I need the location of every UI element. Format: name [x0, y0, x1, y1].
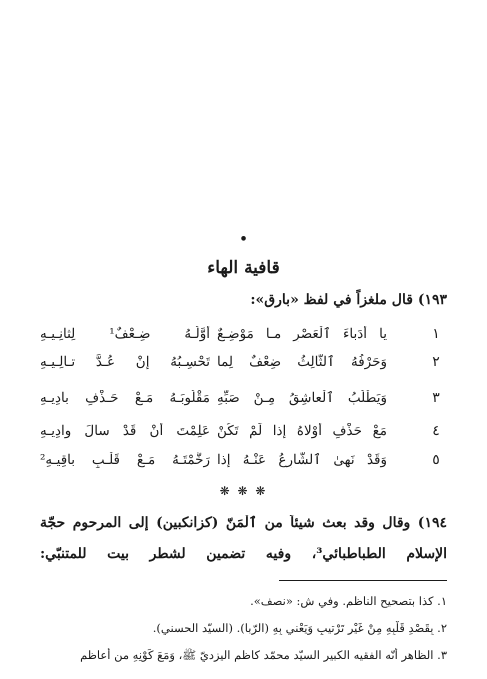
- footnote: ٣. الظاهر أنّه الفقيه الكبير السيّد محمّد كاظم اليزديّ ﷺ، وَمَعَ كَوْنِهِ من أعاظم: [80, 648, 447, 662]
- section-ornament: •: [239, 232, 248, 247]
- verse-second-hemistich: رَخَّمْتَـهُ مَـعْ قَلْـبِ باقِيـهِ²: [40, 452, 210, 468]
- verse-first-hemistich: مَعْ حَذْفِ أَوْلاهُ إذا لَمْ تَكُنْ: [217, 423, 387, 439]
- verse-first-hemistich: يا أُدَباءَ ٱلْعَصْرِ مـا مَوْضِـعٌ: [217, 326, 387, 342]
- verse-row: [40, 423, 447, 447]
- section-separator: ❋ ❋ ❋: [219, 484, 268, 498]
- verse-row: [40, 452, 447, 476]
- verse-row: [40, 326, 447, 350]
- verse-first-hemistich: وَحَرْفُهُ ٱلثَّالِثُ ضِعْفٌ لِما: [217, 354, 387, 370]
- verse-number: ٣: [432, 390, 440, 406]
- verse-first-hemistich: وَقَدْ نَهىٰ ٱلشَّارِعُ عَنْـهُ إذا: [217, 452, 387, 468]
- verse-second-hemistich: تَحْسِـبُهُ إنْ عُـدَّ تـالِـيـهِ: [40, 354, 210, 370]
- verse-number: ٥: [432, 452, 440, 468]
- chapter-title: قافية الهاء: [207, 258, 280, 278]
- footnote-divider: [279, 580, 447, 581]
- paragraph-line: الإسلام الطباطبائي³، وفيه تضمين لشطر بيت للمتنبّي:: [40, 546, 447, 562]
- poem-heading: ١٩٣) قال ملغزاً في لفظ «بارق»:: [250, 292, 447, 308]
- paragraph-line: ١٩٤) وقال وقد بعث شيئاً من ٱلْمَنّ (كزانكبين) إلى المرحوم حجّة: [40, 515, 447, 531]
- verse-second-hemistich: مَقْلُوبَـهُ مَـعْ حَـذْفِ بادِيـهِ: [40, 390, 210, 406]
- footnote: ٢. بِقَصْدِ قَلْبِهِ مِنْ غَيْرِ تَرْتيبٍ وَيَعْني بِهِ (الرّبا). (السيّد الحسني).: [152, 621, 447, 635]
- verse-first-hemistich: وَيَطْلُبُ ٱلْعاشِقُ مِـنْ صَبِّهِ: [217, 390, 387, 406]
- verse-number: ٢: [432, 354, 440, 370]
- verse-second-hemistich: عَلِمْتَ أَنْ قَدْ سالَ وادِيـهِ: [40, 423, 210, 439]
- verse-number: ٤: [432, 423, 440, 439]
- verse-second-hemistich: أَوَّلُـهُ ضِـعْفٌ¹ لِثانِـيـهِ: [40, 326, 210, 342]
- verse-row: [40, 390, 447, 414]
- verse-number: ١: [432, 326, 440, 342]
- footnote: ١. كذا بتصحيح الناظم. وفي ش: «نصف».: [250, 594, 447, 608]
- verse-row: [40, 354, 447, 378]
